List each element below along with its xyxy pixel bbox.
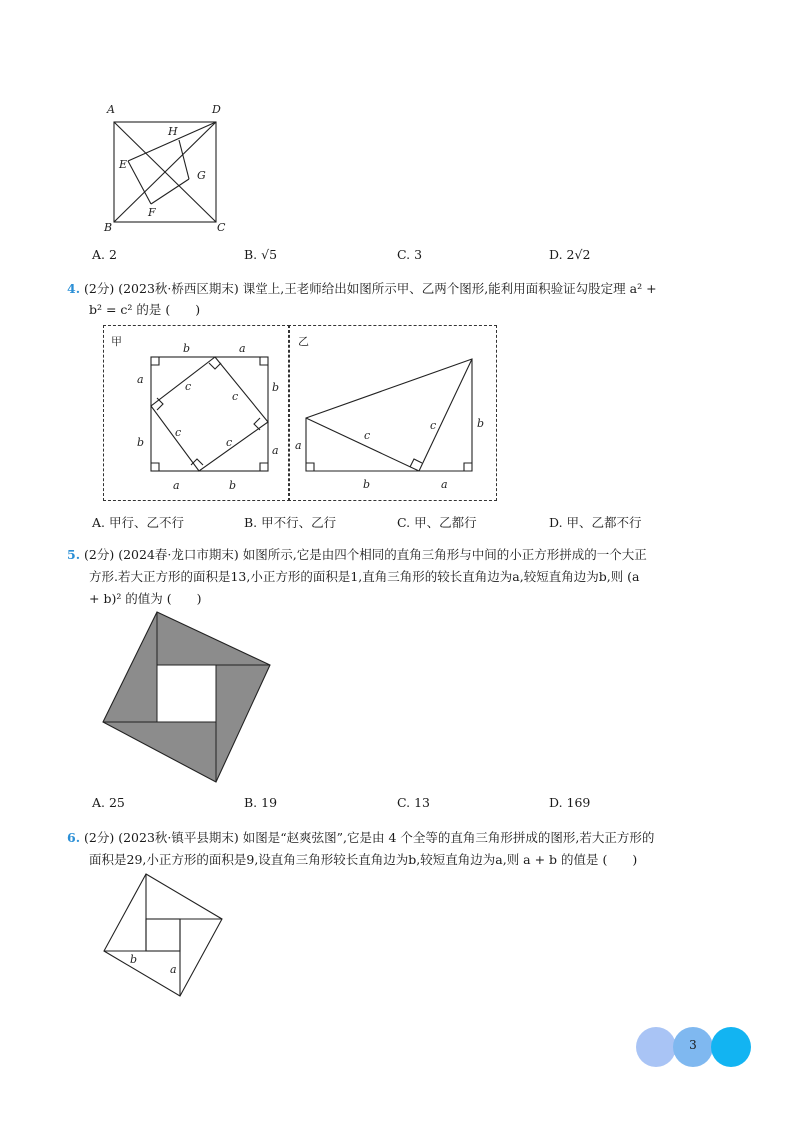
q4-figure-jia (103, 325, 288, 499)
q4-jia-bottom-b: b (229, 479, 237, 492)
q6-line1: (2分) (2023秋·镇平县期末) 如图是“赵爽弦图”,它是由 4 个全等的直角三角形拼成的图形,若大正方形的 (84, 830, 655, 845)
q4-yi-a-left: a (295, 439, 302, 452)
q6-label-a: a (170, 963, 177, 976)
q4-line1: (2分) (2023秋·桥西区期末) 课堂上,王老师给出如图所示甲、乙两个图形,能利用面积验证勾股定理 a² + (84, 281, 657, 296)
q4-option-c: C. 甲、乙都行 (397, 515, 477, 530)
q4-yi-c2: c (430, 419, 437, 432)
q3-option-d: D. 2√2 (549, 247, 591, 262)
q3-option-a: A. 2 (92, 247, 117, 262)
q5-line2: 方形.若大正方形的面积是13,小正方形的面积是1,直角三角形的较长直角边为a,较短直角边为b,则 (a (89, 569, 640, 584)
q4-yi-b-bottom: b (363, 478, 371, 491)
q4-number: 4. (67, 281, 81, 296)
q6-zhaoshuang-figure (100, 870, 228, 1000)
q3-label-e: E (119, 158, 128, 171)
q4-yi-a-bottom: a (441, 478, 448, 491)
q3-label-a: A (107, 103, 115, 116)
q6-stem (67, 828, 654, 846)
q4-jia-bottom-a: a (173, 479, 180, 492)
q4-yi-b-right: b (477, 417, 485, 430)
q6-label-b: b (130, 953, 138, 966)
q4-jia-c2: c (232, 390, 239, 403)
q6-number: 6. (67, 830, 81, 845)
q4-jia-right-a: a (272, 444, 279, 457)
q5-option-a: A. 25 (92, 795, 125, 810)
q3-label-b: B (104, 221, 113, 234)
q3-label-f: F (148, 206, 156, 219)
q5-pinwheel-figure (100, 608, 275, 786)
q4-jia-c1: c (185, 380, 192, 393)
q3-label-c: C (217, 221, 226, 234)
q3-label-g: G (197, 169, 206, 182)
q3-label-d: D (212, 103, 221, 116)
q6-line2: 面积是29,小正方形的面积是9,设直角三角形较长直角边为b,较短直角边为a,则 a + b 的值是 ( ) (89, 852, 638, 867)
q5-option-d: D. 169 (549, 795, 591, 810)
q4-jia-top-a: a (239, 342, 246, 355)
q3-square-figure (100, 98, 240, 238)
q4-jia-c3: c (175, 426, 182, 439)
q5-stem (67, 545, 647, 563)
q4-stem (67, 279, 657, 297)
q4-jia-left-b: b (137, 436, 145, 449)
q5-number: 5. (67, 547, 81, 562)
q5-line1: (2分) (2024春·龙口市期末) 如图所示,它是由四个相同的直角三角形与中间的小正方形拼成的一个大正 (84, 547, 647, 562)
q5-option-b: B. 19 (244, 795, 278, 810)
q3-option-c: C. 3 (397, 247, 423, 262)
q4-jia-label: 甲 (111, 335, 122, 348)
q4-jia-left-a: a (137, 373, 144, 386)
q4-option-a: A. 甲行、乙不行 (92, 515, 184, 530)
q5-option-c: C. 13 (397, 795, 430, 810)
q4-figure-yi (288, 325, 495, 499)
q4-yi-label: 乙 (298, 335, 309, 348)
q4-jia-top-b: b (183, 342, 191, 355)
q4-yi-c1: c (364, 429, 371, 442)
q4-option-b: B. 甲不行、乙行 (244, 515, 337, 530)
q3-option-b: B. √5 (244, 247, 278, 262)
q4-jia-right-b: b (272, 381, 280, 394)
page-circle-left (636, 1027, 676, 1067)
q3-label-h: H (168, 125, 178, 138)
q4-option-d: D. 甲、乙都不行 (549, 515, 642, 530)
page-circle-right (711, 1027, 751, 1067)
q4-jia-c4: c (226, 436, 233, 449)
page-number: 3 (689, 1038, 697, 1052)
q4-line2: b² = c² 的是 ( ) (89, 302, 201, 317)
q5-line3: + b)² 的值为 ( ) (89, 591, 202, 606)
